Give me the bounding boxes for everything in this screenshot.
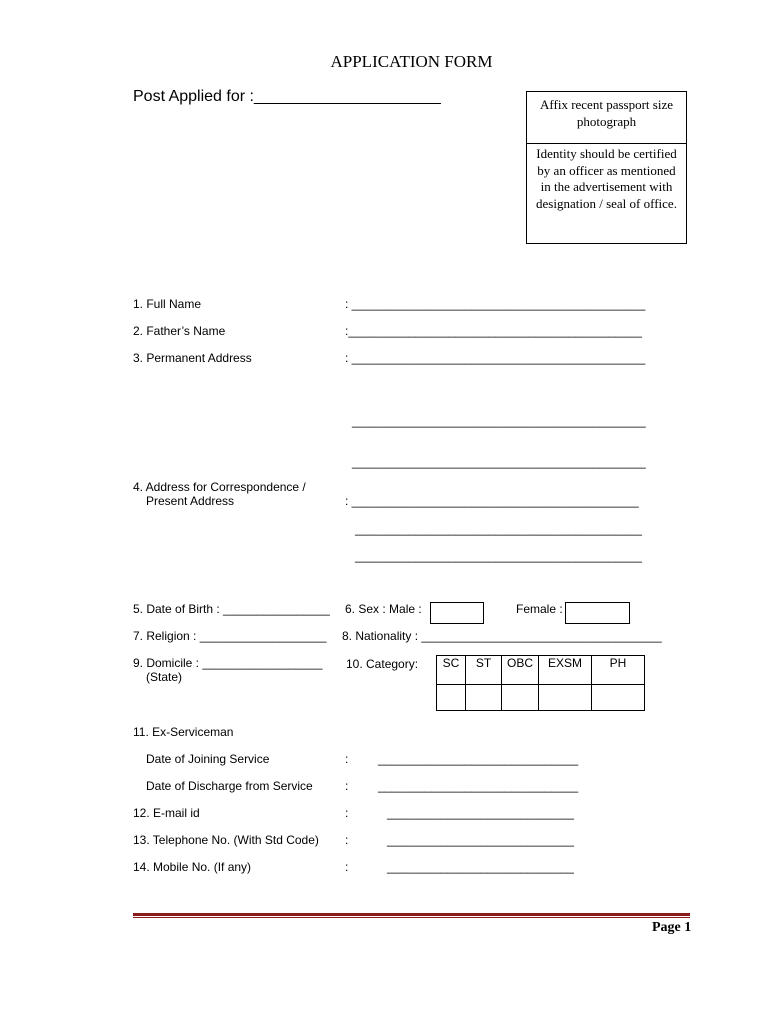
- fathers-name-input[interactable]: :____________________________________________: [345, 324, 642, 338]
- correspondence-address-line-2[interactable]: ___________________________________________: [355, 522, 642, 536]
- category-st-box[interactable]: [466, 685, 502, 711]
- category-label: 10. Category:: [346, 657, 419, 671]
- category-obc-box[interactable]: [502, 685, 539, 711]
- category-ph-box[interactable]: [592, 685, 645, 711]
- category-ph-header: PH: [592, 656, 645, 685]
- permanent-address-label: 3. Permanent Address: [133, 351, 252, 365]
- date-discharge-input[interactable]: ______________________________: [378, 779, 579, 793]
- email-label: 12. E-mail id: [133, 806, 200, 820]
- religion-field[interactable]: 7. Religion : ___________________: [133, 629, 327, 643]
- fathers-name-label: 2. Father’s Name: [133, 324, 226, 338]
- photo-box-instruction: Affix recent passport size photograph: [527, 92, 686, 144]
- sex-female-label: Female :: [516, 602, 563, 616]
- footer-divider: [133, 913, 690, 916]
- domicile-state-label: (State): [146, 670, 183, 684]
- category-exsm-box[interactable]: [539, 685, 592, 711]
- category-table: [436, 655, 645, 711]
- mobile-colon: :: [345, 860, 349, 874]
- post-applied-field[interactable]: Post Applied for :_____________________: [133, 88, 441, 105]
- page-number: Page 1: [652, 920, 692, 935]
- correspondence-address-line-3[interactable]: ___________________________________________: [355, 549, 642, 563]
- sex-female-box[interactable]: [565, 602, 630, 624]
- telephone-colon: :: [345, 833, 349, 847]
- category-sc-box[interactable]: [437, 685, 466, 711]
- category-obc-header: OBC: [502, 656, 539, 685]
- email-input[interactable]: ____________________________: [387, 806, 574, 820]
- permanent-address-line-2[interactable]: ____________________________________________: [352, 414, 646, 428]
- date-discharge-label: Date of Discharge from Service: [146, 779, 313, 793]
- permanent-address-line-3[interactable]: ____________________________________________: [352, 455, 646, 469]
- mobile-label: 14. Mobile No. (If any): [133, 860, 252, 874]
- full-name-input[interactable]: : ____________________________________________: [345, 297, 646, 311]
- permanent-address-input[interactable]: : ____________________________________________: [345, 351, 646, 365]
- category-st-header: ST: [466, 656, 502, 685]
- domicile-field[interactable]: 9. Domicile : __________________: [133, 656, 323, 670]
- footer-divider-thin: [133, 917, 690, 918]
- full-name-label: 1. Full Name: [133, 297, 202, 311]
- category-exsm-header: EXSM: [539, 656, 592, 685]
- date-joining-colon: :: [345, 752, 349, 766]
- correspondence-address-label: 4. Address for Correspondence /: [133, 480, 306, 494]
- photo-box-identity-note: Identity should be certified by an officer as mentioned in the advertisement with designation / seal of office.: [536, 146, 677, 211]
- nationality-field[interactable]: 8. Nationality : ____________________________________: [342, 629, 662, 643]
- sex-male-box[interactable]: [430, 602, 484, 624]
- telephone-label: 13. Telephone No. (With Std Code): [133, 833, 319, 847]
- present-address-label: Present Address: [146, 494, 235, 508]
- sex-label: 6. Sex : Male :: [345, 602, 422, 616]
- telephone-input[interactable]: ____________________________: [387, 833, 574, 847]
- date-joining-input[interactable]: ______________________________: [378, 752, 579, 766]
- date-of-birth-field[interactable]: 5. Date of Birth : ________________: [133, 602, 330, 616]
- photo-box: [526, 91, 687, 244]
- mobile-input[interactable]: ____________________________: [387, 860, 574, 874]
- form-title: APPLICATION FORM: [330, 52, 493, 71]
- date-discharge-colon: :: [345, 779, 349, 793]
- category-sc-header: SC: [437, 656, 466, 685]
- ex-serviceman-label: 11. Ex-Serviceman: [133, 725, 234, 739]
- email-colon: :: [345, 806, 349, 820]
- correspondence-address-input[interactable]: : ___________________________________________: [345, 494, 639, 508]
- date-joining-label: Date of Joining Service: [146, 752, 270, 766]
